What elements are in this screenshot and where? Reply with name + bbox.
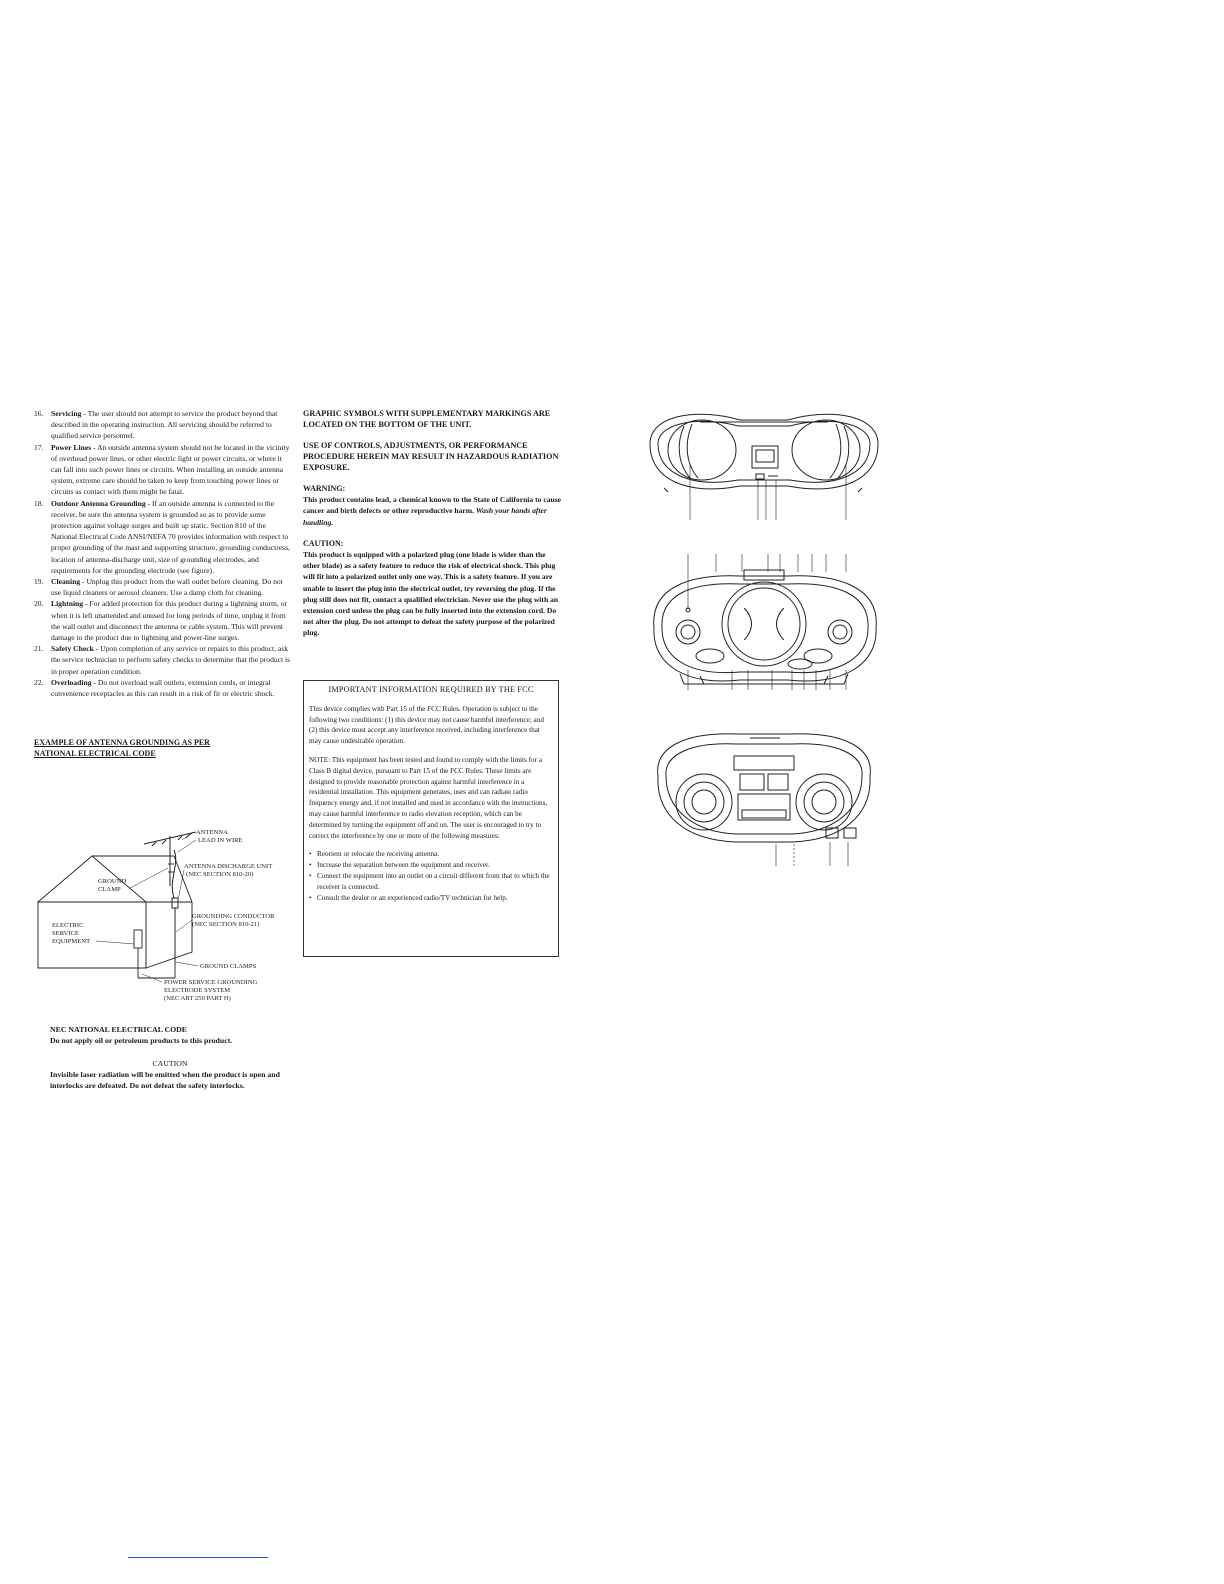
graphic-symbols-note: GRAPHIC SYMBOLS WITH SUPPLEMENTARY MARKINGS ARE LOCATED ON THE BOTTOM OF THE UNIT. (303, 409, 551, 429)
label-discharge-section: (NEC SECTION 810-20) (186, 871, 254, 878)
label-ground-clamps: GROUND CLAMPS (200, 963, 257, 970)
fcc-measure: • Increase the separation between the equipment and receiver. (309, 860, 553, 871)
caution-plug-text: This product is equipped with a polarized plug (one blade is wider than the other blade) as a safety feature to reduce the risk of electrical shock. This plug will fit into a polarized outlet only one way. This is a safety feature. If you are unable to insert the plug into the electrical outlet, try reversing the plug. If the plug still does not fit, contact a qualified electrician. Never use the plug with an extension cord unless the plug can be fully inserted into the extension cord. Do not alter the plug. Do not attempt to defeat the safety purpose of the polarized plug. (303, 550, 559, 638)
safety-item-title: Lightning (51, 599, 84, 609)
safety-item-text: - An outside antenna system should not be located in the vicinity of overhead power lines, or other electric light or power circuits, or where it can fall into such power lines or circuits. When installing an outside antenna system, extreme care should be taken to keep from touching power lines or circuits as contact with them might be fatal. (51, 442, 290, 497)
safety-item-title: Servicing (51, 409, 82, 418)
footer-rule (128, 1557, 268, 1558)
laser-caution-section (50, 1058, 290, 1091)
boombox-figures (640, 404, 890, 874)
label-service: SERVICE (52, 930, 79, 937)
laser-caution-text: Invisible laser radiation will be emitted when the product is open and interlocks are defeated. Do not defeat the safety interlocks. (50, 1070, 280, 1090)
safety-item-title: Outdoor Antenna Grounding (51, 498, 146, 508)
safety-item-number: 21. (34, 644, 44, 654)
nec-text: Do not apply oil or petroleum products to this product. (50, 1036, 233, 1045)
safety-item-title: Overloading (51, 677, 92, 687)
back-view-callout-lines (776, 842, 848, 866)
safety-item (34, 442, 292, 498)
label-electrode-system: ELECTRODE SYSTEM (164, 987, 231, 994)
house-outline (38, 856, 192, 968)
safety-item (34, 598, 292, 643)
fcc-paragraph-2: NOTE: This equipment has been tested and found to comply with the limits for a Class B digital device, pursuant to Part 15 of the FCC Rules. These limits are designed to provide reasonable protection against harmful interference in a residential installation. This equipment generates, uses and can radiate radio frequency energy and, if not installed and used in accordance with the instructions, may cause harmful interference to radio elevation reception, which can be determined by turning the equipment off and on. The user is encouraged to try to correct the interference by one or more of the following measures: (309, 755, 548, 840)
boombox-top-view (650, 414, 878, 492)
label-clamp: CLAMP (98, 886, 121, 893)
label-power-service: POWER SERVICE GROUNDING (164, 979, 258, 986)
antenna-grounding-diagram (34, 828, 290, 1004)
safety-item (34, 643, 292, 677)
safety-item-text: - Unplug this product from the wall outlet before cleaning. Do not use liquid cleaners or aerosol cleaners. Use a damp cloth for cleaning. (51, 577, 283, 598)
nec-section (50, 1024, 290, 1046)
safety-item-number: 19. (34, 577, 44, 587)
antenna-title-line2: NATIONAL ELECTRICAL CODE (34, 749, 156, 759)
boombox-back-view (658, 734, 871, 842)
use-of-controls-note: USE OF CONTROLS, ADJUSTMENTS, OR PERFORMANCE PROCEDURE HEREIN MAY RESULT IN HAZARDOUS RADIATION EXPOSURE. (303, 441, 559, 472)
safety-item-title: Power Lines (51, 442, 92, 452)
safety-item-text: - For added protection for this product during a lightning storm, or when it is left unattended and unused for long periods of time, unplug it from the wall outlet and disconnect the antenna or cable system. This will prevent damage to the product due to lightning and power-line surges. (51, 599, 288, 643)
fcc-measure: • Connect the equipment into an outlet on a circuit different from that to which the receiver is connected. (309, 871, 553, 893)
top-view-callout-lines (690, 464, 846, 520)
safety-items-list (34, 408, 292, 699)
safety-item-number: 17. (34, 442, 44, 452)
warning-title: WARNING: (303, 484, 346, 493)
fcc-measures-list (309, 849, 553, 903)
safety-item (34, 498, 292, 576)
safety-instructions-column (34, 408, 292, 765)
label-ground: GROUND (98, 878, 127, 885)
safety-item-title: Safety Check (51, 644, 94, 654)
nec-title: NEC NATIONAL ELECTRICAL CODE (50, 1025, 187, 1034)
fcc-info-box (303, 680, 559, 957)
label-antenna: ANTENNA (196, 829, 228, 836)
safety-item-text: - Upon completion of any service or repairs to this product, ask the service technician to perform safety checks to determine that the product is in proper operation condition. (51, 644, 291, 676)
label-lead-in-wire: LEAD IN WIRE (198, 837, 243, 844)
fcc-paragraph-1: This device complies with Part 15 of the FCC Rules. Operation is subject to the following two conditions: (1) this device may not cause harmful interference; and (2) this device must accept any interference received, including interference that may cause undesirable operation. (309, 704, 544, 746)
label-conductor-section: (NEC SECTION 810-21) (192, 921, 260, 928)
antenna-grounding-title (34, 737, 292, 759)
caution-title: CAUTION: (303, 538, 344, 548)
label-equipment: EQUIPMENT (52, 938, 91, 945)
ground-clamp-icon (168, 864, 174, 872)
safety-item-text: - If an outside antenna is connected to the receiver, be sure the antenna system is grounded so as to provide some protection against voltage surges and built up static. Section 810 of the National Electrical Code ANSI/NEFA 70 provides information with respect to proper grounding of the mast and supporting structure, grounding conductress, location of antenna-discharge unit, size of grounding electrodes, and requirements for the grounding electrode (see figure). (51, 498, 290, 575)
safety-item-text: - The user should not attempt to service the product beyond that described in the operating instruction. All servicing should be referred to qualified service personnel. (51, 409, 278, 441)
label-discharge-unit: ANTENNA DISCHARGE UNIT (184, 863, 273, 870)
safety-item (34, 576, 292, 598)
warnings-column (303, 408, 562, 649)
safety-item (34, 408, 292, 442)
safety-item-number: 16. (34, 409, 44, 418)
safety-item (34, 677, 292, 699)
fcc-measure: • Consult the dealer or an experienced radio/TV technician for help. (309, 893, 553, 904)
warning-section (303, 483, 562, 528)
safety-item-number: 22. (34, 677, 44, 687)
label-nec-art: (NEC ART 250 PART H) (164, 995, 231, 1002)
safety-item-number: 20. (34, 599, 44, 609)
antenna-title-line1: EXAMPLE OF ANTENNA GROUNDING AS PER (34, 738, 210, 748)
label-electric: ELECTRIC (52, 922, 84, 929)
fcc-measure: • Reorient or relocate the receiving antenna. (309, 849, 553, 860)
safety-item-number: 18. (34, 498, 44, 508)
warning-text: This product contains lead, a chemical known to the State of California to cause cancer and birth defects or other reproductive harm. (303, 495, 562, 516)
caution-plug-section (303, 538, 562, 639)
safety-item-text: - Do not overload wall outlets, extension cords, or integral convenience receptacles as this can result in a risk of fir or electric shock. (51, 677, 275, 699)
antenna-icon (144, 832, 196, 966)
warning-italic-text: Wash your hands after handling. (303, 506, 547, 527)
boombox-front-view (654, 570, 877, 684)
safety-item-title: Cleaning (51, 577, 81, 587)
fcc-title: IMPORTANT INFORMATION REQUIRED BY THE FCC (328, 685, 534, 694)
label-grounding-conductor: GROUNDING CONDUCTOR (192, 913, 275, 920)
service-equipment-icon (134, 930, 175, 978)
laser-caution-title: CAUTION (152, 1059, 188, 1068)
